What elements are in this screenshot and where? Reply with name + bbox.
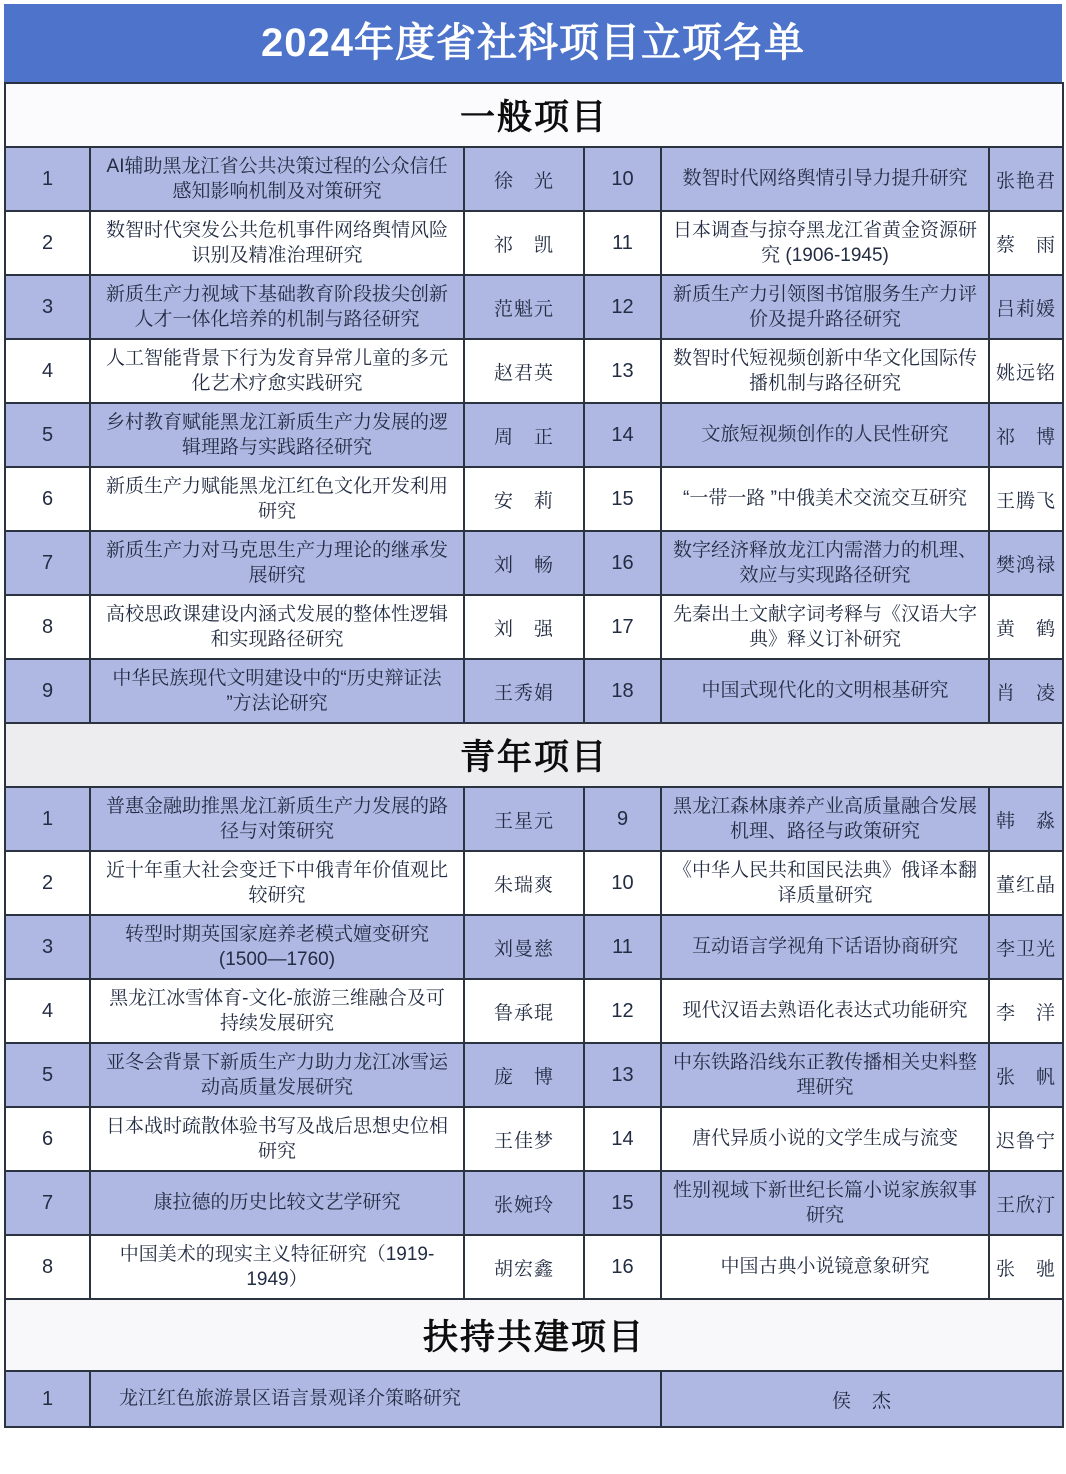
table-row [5, 1171, 1063, 1235]
project-title-cell: 转型时期英国家庭养老模式嬗变研究 (1500—1760) [90, 915, 464, 979]
row-number-cell: 1 [5, 147, 90, 211]
researcher-name-cell: 李卫光 [989, 915, 1063, 979]
row-number-cell: 2 [5, 211, 90, 275]
project-title-cell: 普惠金融助推黑龙江新质生产力发展的路径与对策研究 [90, 787, 464, 851]
researcher-name-cell: 肖 凌 [989, 659, 1063, 723]
row-number-cell: 4 [5, 979, 90, 1043]
row-number-cell: 7 [5, 1171, 90, 1235]
table-row [5, 211, 1063, 275]
table-row [5, 1043, 1063, 1107]
project-title-cell: 近十年重大社会变迁下中俄青年价值观比较研究 [90, 851, 464, 915]
project-title-cell: 中华民族现代文明建设中的“历史辩证法 ”方法论研究 [90, 659, 464, 723]
project-title-cell: 中国式现代化的文明根基研究 [661, 659, 989, 723]
researcher-name-cell: 王欣汀 [989, 1171, 1063, 1235]
project-title-cell: 乡村教育赋能黑龙江新质生产力发展的逻辑理路与实践路径研究 [90, 403, 464, 467]
researcher-name-cell: 侯 杰 [661, 1371, 1063, 1427]
table-row [5, 1235, 1063, 1299]
row-number-cell: 3 [5, 275, 90, 339]
row-number-cell: 12 [584, 275, 661, 339]
project-title-cell: 龙江红色旅游景区语言景观译介策略研究 [90, 1371, 661, 1427]
table-row [5, 275, 1063, 339]
researcher-name-cell: 赵君英 [464, 339, 584, 403]
project-title-cell: 亚冬会背景下新质生产力助力龙江冰雪运动高质量发展研究 [90, 1043, 464, 1107]
researcher-name-cell: 王佳梦 [464, 1107, 584, 1171]
row-number-cell: 18 [584, 659, 661, 723]
researcher-name-cell: 徐 光 [464, 147, 584, 211]
project-title-cell: 数字经济释放龙江内需潜力的机理、效应与实现路径研究 [661, 531, 989, 595]
researcher-name-cell: 张艳君 [989, 147, 1063, 211]
researcher-name-cell: 董红晶 [989, 851, 1063, 915]
row-number-cell: 3 [5, 915, 90, 979]
project-title-cell: AI辅助黑龙江省公共决策过程的公众信任感知影响机制及对策研究 [90, 147, 464, 211]
project-title-cell: 黑龙江森林康养产业高质量融合发展机理、路径与政策研究 [661, 787, 989, 851]
table-row [5, 595, 1063, 659]
row-number-cell: 14 [584, 1107, 661, 1171]
project-title-cell: 先秦出土文献字词考释与《汉语大字典》释义订补研究 [661, 595, 989, 659]
table-row [5, 659, 1063, 723]
researcher-name-cell: 刘 畅 [464, 531, 584, 595]
row-number-cell: 12 [584, 979, 661, 1043]
researcher-name-cell: 范魁元 [464, 275, 584, 339]
row-number-cell: 5 [5, 403, 90, 467]
project-title-cell: 数智时代突发公共危机事件网络舆情风险识别及精准治理研究 [90, 211, 464, 275]
row-number-cell: 1 [5, 787, 90, 851]
approval-list-page [4, 4, 1062, 1428]
project-title-cell: 数智时代短视频创新中华文化国际传播机制与路径研究 [661, 339, 989, 403]
researcher-name-cell: 祁 博 [989, 403, 1063, 467]
researcher-name-cell: 鲁承琨 [464, 979, 584, 1043]
researcher-name-cell: 姚远铭 [989, 339, 1063, 403]
section-row [5, 83, 1063, 147]
row-number-cell: 15 [584, 1171, 661, 1235]
researcher-name-cell: 迟鲁宁 [989, 1107, 1063, 1171]
table-row [5, 851, 1063, 915]
researcher-name-cell: 王秀娟 [464, 659, 584, 723]
row-number-cell: 16 [584, 531, 661, 595]
researcher-name-cell: 朱瑞爽 [464, 851, 584, 915]
section-header: 一般项目 [5, 83, 1063, 147]
table-row [5, 1371, 1063, 1427]
table-row [5, 979, 1063, 1043]
page-title: 2024年度省社科项目立项名单 [4, 4, 1062, 82]
researcher-name-cell: 王腾飞 [989, 467, 1063, 531]
table-row [5, 147, 1063, 211]
researcher-name-cell: 胡宏鑫 [464, 1235, 584, 1299]
row-number-cell: 10 [584, 147, 661, 211]
researcher-name-cell: 黄 鹤 [989, 595, 1063, 659]
row-number-cell: 6 [5, 1107, 90, 1171]
projects-table [4, 82, 1064, 1428]
table-row [5, 467, 1063, 531]
researcher-name-cell: 周 正 [464, 403, 584, 467]
project-title-cell: 新质生产力引领图书馆服务生产力评价及提升路径研究 [661, 275, 989, 339]
project-title-cell: 日本调查与掠夺黑龙江省黄金资源研究 (1906-1945) [661, 211, 989, 275]
row-number-cell: 17 [584, 595, 661, 659]
researcher-name-cell: 樊鸿禄 [989, 531, 1063, 595]
projects-table-body [5, 83, 1063, 1427]
researcher-name-cell: 祁 凯 [464, 211, 584, 275]
row-number-cell: 13 [584, 1043, 661, 1107]
table-row [5, 403, 1063, 467]
table-row [5, 339, 1063, 403]
table-row [5, 915, 1063, 979]
project-title-cell: 数智时代网络舆情引导力提升研究 [661, 147, 989, 211]
project-title-cell: “一带一路 ”中俄美术交流交互研究 [661, 467, 989, 531]
researcher-name-cell: 刘 强 [464, 595, 584, 659]
project-title-cell: 中国美术的现实主义特征研究（1919-1949） [90, 1235, 464, 1299]
row-number-cell: 16 [584, 1235, 661, 1299]
section-row [5, 1299, 1063, 1371]
section-header: 青年项目 [5, 723, 1063, 787]
project-title-cell: 新质生产力对马克思生产力理论的继承发展研究 [90, 531, 464, 595]
row-number-cell: 8 [5, 1235, 90, 1299]
row-number-cell: 5 [5, 1043, 90, 1107]
project-title-cell: 中东铁路沿线东正教传播相关史料整理研究 [661, 1043, 989, 1107]
row-number-cell: 2 [5, 851, 90, 915]
project-title-cell: 新质生产力赋能黑龙江红色文化开发利用研究 [90, 467, 464, 531]
project-title-cell: 唐代异质小说的文学生成与流变 [661, 1107, 989, 1171]
project-title-cell: 现代汉语去熟语化表达式功能研究 [661, 979, 989, 1043]
project-title-cell: 新质生产力视域下基础教育阶段拔尖创新人才一体化培养的机制与路径研究 [90, 275, 464, 339]
project-title-cell: 中国古典小说镜意象研究 [661, 1235, 989, 1299]
researcher-name-cell: 吕莉媛 [989, 275, 1063, 339]
row-number-cell: 10 [584, 851, 661, 915]
section-row [5, 723, 1063, 787]
researcher-name-cell: 刘曼慈 [464, 915, 584, 979]
row-number-cell: 7 [5, 531, 90, 595]
researcher-name-cell: 蔡 雨 [989, 211, 1063, 275]
project-title-cell: 康拉德的历史比较文艺学研究 [90, 1171, 464, 1235]
researcher-name-cell: 张 驰 [989, 1235, 1063, 1299]
researcher-name-cell: 安 莉 [464, 467, 584, 531]
researcher-name-cell: 张 帆 [989, 1043, 1063, 1107]
section-header: 扶持共建项目 [5, 1299, 1063, 1371]
row-number-cell: 11 [584, 211, 661, 275]
project-title-cell: 日本战时疏散体验书写及战后思想史位相研究 [90, 1107, 464, 1171]
row-number-cell: 15 [584, 467, 661, 531]
row-number-cell: 9 [5, 659, 90, 723]
researcher-name-cell: 张婉玲 [464, 1171, 584, 1235]
row-number-cell: 6 [5, 467, 90, 531]
row-number-cell: 1 [5, 1371, 90, 1427]
researcher-name-cell: 韩 淼 [989, 787, 1063, 851]
researcher-name-cell: 庞 博 [464, 1043, 584, 1107]
table-row [5, 1107, 1063, 1171]
table-row [5, 531, 1063, 595]
row-number-cell: 11 [584, 915, 661, 979]
project-title-cell: 性别视域下新世纪长篇小说家族叙事研究 [661, 1171, 989, 1235]
project-title-cell: 人工智能背景下行为发育异常儿童的多元化艺术疗愈实践研究 [90, 339, 464, 403]
row-number-cell: 13 [584, 339, 661, 403]
project-title-cell: 文旅短视频创作的人民性研究 [661, 403, 989, 467]
project-title-cell: 《中华人民共和国民法典》俄译本翻译质量研究 [661, 851, 989, 915]
researcher-name-cell: 李 洋 [989, 979, 1063, 1043]
table-row [5, 787, 1063, 851]
project-title-cell: 高校思政课建设内涵式发展的整体性逻辑和实现路径研究 [90, 595, 464, 659]
row-number-cell: 4 [5, 339, 90, 403]
row-number-cell: 9 [584, 787, 661, 851]
project-title-cell: 黑龙江冰雪体育-文化-旅游三维融合及可持续发展研究 [90, 979, 464, 1043]
row-number-cell: 8 [5, 595, 90, 659]
row-number-cell: 14 [584, 403, 661, 467]
project-title-cell: 互动语言学视角下话语协商研究 [661, 915, 989, 979]
researcher-name-cell: 王星元 [464, 787, 584, 851]
